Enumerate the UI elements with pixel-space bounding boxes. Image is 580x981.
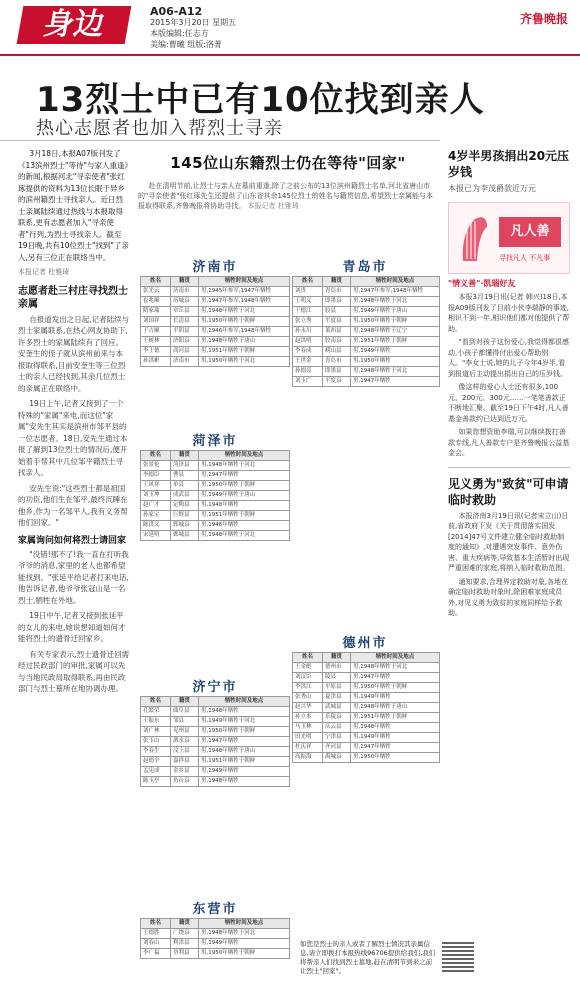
hometown: 齐河县 — [323, 743, 351, 753]
hometown: 长清县 — [171, 317, 199, 327]
table-row — [293, 347, 440, 357]
hometown: 即墨县 — [323, 297, 351, 307]
hometown: 崂山县 — [323, 347, 351, 357]
hometown: 菏泽县 — [171, 461, 199, 471]
table-row — [141, 717, 290, 727]
martyr-name: 李春生 — [141, 747, 171, 757]
martyr-name: 张玉山 — [141, 737, 171, 747]
table-row — [293, 683, 440, 693]
table-row — [141, 347, 290, 357]
table-row — [141, 521, 290, 531]
table-row — [141, 727, 290, 737]
sacrifice-info: 男,1946年参军,1948年牺牲 — [199, 327, 290, 337]
martyr-name: 隋家瑞 — [141, 307, 171, 317]
column-header: 姓名 — [293, 277, 323, 287]
section-logo: 身边 — [17, 6, 132, 44]
martyr-name: 杜庆祥 — [293, 743, 323, 753]
table-header-row — [141, 451, 290, 461]
hometown: 夏津县 — [323, 693, 351, 703]
table-row — [293, 357, 440, 367]
martyr-name: 李士德 — [141, 347, 171, 357]
sacrifice-info: 男,1947年牺牲 — [351, 673, 440, 683]
sacrifice-info: 男,1948年牺牲于河北 — [199, 307, 290, 317]
column-header: 姓名 — [293, 653, 323, 663]
table-row — [141, 297, 290, 307]
hometown: 平阴县 — [171, 327, 199, 337]
column-header: 姓名 — [141, 451, 171, 461]
center-article — [138, 152, 438, 211]
martyr-name: 王明义 — [293, 297, 323, 307]
sacrifice-info: 男,1948年牺牲于唐山 — [351, 703, 440, 713]
paragraph-3: 安先生说:"这些烈士都是祖国的功臣,他们生在邹平,最终沉睡在他乡,作为一名邹平人,我有义务帮他们回家。" — [18, 483, 128, 527]
hometown: 青岛市 — [323, 287, 351, 297]
martyr-name: 李德臣 — [141, 471, 171, 481]
table-row — [293, 673, 440, 683]
staff-credit: 美编:曹曦 组版:洛菁 — [150, 40, 222, 49]
sacrifice-info: 男,1951年牺牲于朝鲜 — [351, 337, 440, 347]
column-header: 牺牲时间及地点 — [199, 697, 290, 707]
hometown: 巨野县 — [171, 511, 199, 521]
sacrifice-info: 男,1949年牺牲于河北 — [199, 717, 290, 727]
table-row — [293, 307, 440, 317]
column-header: 牺牲时间及地点 — [199, 451, 290, 461]
promo-label: 凡人善 — [499, 217, 561, 247]
table-row — [293, 337, 440, 347]
left-article — [18, 148, 130, 699]
column-header: 牺牲时间及地点 — [199, 919, 290, 929]
martyr-name: 田光明 — [293, 733, 323, 743]
martyr-name: 王振东 — [141, 717, 171, 727]
sacrifice-info: 男,1948年牺牲 — [351, 723, 440, 733]
martyr-name: 孙立本 — [293, 713, 323, 723]
promo-banner — [448, 202, 570, 274]
hometown: 禹城县 — [323, 753, 351, 763]
hometown: 兖州县 — [171, 727, 199, 737]
table-jinan — [140, 276, 290, 367]
hometown: 济南市 — [171, 357, 199, 367]
table-row — [141, 511, 290, 521]
promo-caption: "情义善"·凯瑞好友 — [448, 279, 516, 288]
sacrifice-info: 男,1948年牺牲 — [199, 501, 290, 511]
martyr-name: 孙永川 — [293, 327, 323, 337]
table-row — [141, 481, 290, 491]
sacrifice-info: 男,1949年牺牲于唐山 — [199, 491, 290, 501]
right-text-5: 本报济南3月19日讯(记者宋立山)日前,省政府下发《关于贯彻落实国发[2014]47号文件建立健全临时救助制度的通知》,对遭遇突发事件、意外伤害、重大疾病等,导致基本生活暂时出现严重困难的家庭,将纳入临时救助范围。 — [448, 511, 570, 572]
sub-headline: 热心志愿者也加入帮烈士寻亲 — [36, 118, 283, 139]
city-title-jinan: 济南市 — [192, 260, 238, 275]
sacrifice-info: 男,1946年牺牲 — [199, 521, 290, 531]
martyr-name: 刘汉臣 — [293, 673, 323, 683]
sacrifice-info: 男,1951年牺牲于朝鲜 — [351, 713, 440, 723]
sacrifice-info: 男,1948年牺牲于唐山 — [199, 747, 290, 757]
martyr-name: 孙家宝 — [141, 511, 171, 521]
table-row — [293, 753, 440, 763]
martyr-name: 刘贵 — [293, 287, 323, 297]
hometown: 广饶县 — [171, 929, 199, 939]
table-row — [293, 693, 440, 703]
table-row — [141, 307, 290, 317]
right-headline-1: 4岁半男孩捐出20元压岁钱 — [448, 149, 570, 179]
martyr-name: 刘玉广 — [293, 377, 323, 387]
hometown: 鄄城县 — [171, 531, 199, 541]
hometown: 陵县 — [323, 673, 351, 683]
column-header: 牺牲时间及地点 — [351, 653, 440, 663]
martyr-name: 刘春山 — [141, 939, 171, 949]
table-row — [141, 317, 290, 327]
table-row — [141, 491, 290, 501]
martyr-name: 张光云 — [141, 287, 171, 297]
paragraph-2: 19日上午,记者又接到了一个特殊的"家属"来电,而这位"家属"安先生其实是滨州市邹平县的一位志愿者。18日,安先生通过本报了解到13位烈士的情况后,便开始着手帮其中几位邹平籍烈士寻找亲人。 — [18, 399, 128, 477]
martyr-name: 赵广才 — [141, 501, 171, 511]
sacrifice-info: 男,1948年牺牲于河北 — [199, 929, 290, 939]
sacrifice-info: 男,1950年牺牲于朝鲜 — [199, 481, 290, 491]
table-row — [293, 317, 440, 327]
editor-credit: 本版编辑:任志方 — [150, 29, 209, 38]
column-header: 籍贯 — [171, 451, 199, 461]
table-row — [293, 327, 440, 337]
martyr-name: 孟宪成 — [141, 767, 171, 777]
table-heze — [140, 450, 290, 541]
right-text-1: 本报3月19日讯(记者 韩兴)18日,本报A09版刊发了目前小伙李瑞静的事迹,相识不到一年,相识他们都对他提供了帮助。 — [448, 293, 570, 333]
sacrifice-info: 男,1948年牺牲于河北 — [351, 663, 440, 673]
martyr-name: 孔繁荣 — [141, 707, 171, 717]
table-row — [141, 929, 290, 939]
page-header — [0, 0, 580, 56]
sacrifice-info: 男,1948年牺牲于河北 — [199, 461, 290, 471]
table-row — [141, 531, 290, 541]
table-row — [141, 287, 290, 297]
hometown: 平度县 — [323, 317, 351, 327]
martyr-name: 李春成 — [293, 347, 323, 357]
martyr-name: 孙德亮 — [293, 367, 323, 377]
martyr-name: 张立秀 — [293, 317, 323, 327]
table-row — [141, 767, 290, 777]
sacrifice-info: 男,1950年牺牲于朝鲜 — [199, 317, 290, 327]
martyr-name: 于吉顺 — [141, 327, 171, 337]
hometown: 汶上县 — [171, 747, 199, 757]
martyr-name: 孙洪彬 — [141, 357, 171, 367]
section-heading-1: 志愿者赴三村庄寻找烈士亲属 — [18, 285, 128, 310]
martyr-name: 王德胜 — [141, 929, 171, 939]
center-intro-text: 赴在清明节前,让烈士与亲人在墓前重逢,除了之前公布的13位滨州籍烈士名单,河北省唐山市的"寻亲使者"张红琢先生还提供了山东省其余145位烈士的姓名与籍贯信息,希望烈士亲属能与本报取得联系,齐鲁晚报将协助寻找。 — [138, 182, 434, 210]
table-row — [293, 743, 440, 753]
table-row — [141, 327, 290, 337]
right-text-6: 通知要求,合理界定救助对象,各地在确定临时救助对象时,除困难家庭成员外,对见义勇为致贫的家庭同样给予救助。 — [448, 577, 568, 617]
sacrifice-info: 男,1947年牺牲 — [199, 737, 290, 747]
hometown: 莱西县 — [323, 327, 351, 337]
sacrifice-info: 男,1950年牺牲于朝鲜 — [199, 949, 290, 959]
martyr-name: 刘国祥 — [141, 317, 171, 327]
table-row — [293, 367, 440, 377]
sacrifice-info: 男,1947年牺牲 — [351, 377, 440, 387]
martyr-name: 马玉林 — [293, 723, 323, 733]
city-title-dezhou: 德州市 — [342, 636, 388, 651]
column-header: 籍贯 — [171, 697, 199, 707]
table-row — [293, 723, 440, 733]
newspaper-brand: 齐鲁晚报 — [519, 12, 568, 26]
column-header: 姓名 — [141, 697, 171, 707]
city-title-dongying: 东营市 — [192, 902, 238, 917]
article-lead: 3月18日,本报A07版刊发了《13滨州烈士"等待"与家人重逢》的新闻,根据河北"寻亲使者"张红琢提供的资料为13位长眠于异乡的滨州籍烈士寻找亲人。近日烈士亲属陆续通过热线与本报取得联系,更有志愿者加入"寻亲使者"行列,为烈士寻找亲人。截至19日晚,共有10位烈士"找到"了亲人,另有三位正在联络当中。 — [18, 149, 129, 262]
column-header: 籍贯 — [323, 653, 351, 663]
sacrifice-info: 男,1947年牺牲 — [351, 743, 440, 753]
table-row — [141, 337, 290, 347]
hometown: 平度县 — [323, 377, 351, 387]
martyr-name: 赵洪明 — [293, 337, 323, 347]
table-row — [293, 733, 440, 743]
sacrifice-info: 男,1950年牺牲于朝鲜 — [351, 683, 440, 693]
hometown: 邹县 — [171, 717, 199, 727]
sacrifice-info: 男,1949年牺牲 — [199, 767, 290, 777]
sacrifice-info: 男,1948年牺牲于辽宁 — [351, 327, 440, 337]
headline-divider — [0, 140, 440, 141]
column-header: 籍贯 — [323, 277, 351, 287]
sacrifice-info: 男,1949年牺牲于唐山 — [351, 307, 440, 317]
sacrifice-info: 男,1951年牺牲于朝鲜 — [199, 347, 290, 357]
hometown: 垦利县 — [171, 949, 199, 959]
martyr-name: 于德江 — [293, 307, 323, 317]
sacrifice-info: 男,1947年牺牲 — [199, 471, 290, 481]
sacrifice-info: 男,1950年牺牲于朝鲜 — [199, 727, 290, 737]
right-text-2: "看到对孩子这份爱心,我觉得都很感动,小孩子都懂得付出爱心帮助别人。"李女士说,她的儿子今年4岁半,看到报道后主动提出捐出自己的压岁钱。 — [448, 338, 569, 378]
table-row — [141, 777, 290, 787]
issue-date: 2015年3月20日 星期五 — [150, 18, 237, 27]
martyr-name: 刘玉坤 — [141, 491, 171, 501]
table-dezhou — [292, 652, 440, 763]
hometown: 武城县 — [323, 703, 351, 713]
sacrifice-info: 男,1950年牺牲于朝鲜 — [351, 317, 440, 327]
table-row — [293, 287, 440, 297]
martyr-name: 张景伦 — [141, 461, 171, 471]
right-headline-2: 见义勇为"致贫"可申请临时救助 — [448, 476, 569, 507]
martyr-name: 王世金 — [293, 357, 323, 367]
hometown: 历城县 — [171, 297, 199, 307]
sacrifice-info: 男,1949年牺牲 — [199, 939, 290, 949]
right-text-4: 如果您想资助李瑞,可以继续拨打善款专线,凡人善款专户是齐鲁晚报公益基金会。 — [448, 428, 570, 457]
hometown: 德州市 — [323, 663, 351, 673]
table-row — [141, 939, 290, 949]
center-intro — [138, 181, 438, 211]
martyr-name: 王金彪 — [293, 663, 323, 673]
column-header: 姓名 — [141, 919, 171, 929]
table-jining — [140, 696, 290, 787]
hometown: 宁津县 — [323, 733, 351, 743]
hometown: 平原县 — [323, 683, 351, 693]
table-qingdao — [292, 276, 440, 387]
hometown: 单县 — [171, 481, 199, 491]
sacrifice-info: 男,1948年牺牲于河北 — [351, 367, 440, 377]
column-header: 姓名 — [141, 277, 171, 287]
hometown: 定陶县 — [171, 501, 199, 511]
hometown: 嘉祥县 — [171, 757, 199, 767]
sacrifice-info: 男,1947年参军,1948年牺牲 — [199, 297, 290, 307]
sacrifice-info: 男,1951年牺牲于朝鲜 — [199, 757, 290, 767]
martyr-name: 高振海 — [293, 753, 323, 763]
table-dongying — [140, 918, 290, 959]
sacrifice-info: 男,1950年牺牲 — [351, 753, 440, 763]
martyr-name: 宋延明 — [141, 531, 171, 541]
paragraph-4: "没错!那不了!我一直在打听我爷爷的消息,家里的老人也都希望能找到。"张延平给记者打来电话,他告诉记者,他爷爷张冠山是一名烈士,牺牲在外地。 — [18, 549, 129, 605]
main-headline: 13烈士中已有10位找到亲人 — [36, 80, 485, 120]
table-row — [141, 747, 290, 757]
martyr-name: 李广福 — [141, 949, 171, 959]
table-row — [141, 461, 290, 471]
sacrifice-info: 男,1948年牺牲于河北 — [199, 531, 290, 541]
column-header: 籍贯 — [171, 919, 199, 929]
harp-icon — [457, 213, 493, 265]
table-row — [141, 737, 290, 747]
martyr-name: 王风祥 — [141, 481, 171, 491]
hometown: 鱼台县 — [171, 777, 199, 787]
martyr-name: 赵德全 — [141, 757, 171, 767]
contact-notice: 如您是烈士的亲人或者了解烈士情况其亲属信息,请立即拨打本报热线96706提供给我们,我们将帮亲人们找到烈士墓地,赶在清明节到来之前让烈士"回家"。 — [300, 940, 436, 975]
hometown: 济南市 — [171, 287, 199, 297]
qr-code — [442, 940, 474, 972]
sacrifice-info: 男,1948年牺牲 — [199, 707, 290, 717]
page-range: A06-A12 — [150, 5, 203, 18]
sacrifice-info: 男,1948年牺牲 — [199, 777, 290, 787]
column-header: 牺牲时间及地点 — [199, 277, 290, 287]
hometown: 济阳县 — [171, 337, 199, 347]
martyr-name: 陈玉亭 — [141, 777, 171, 787]
hometown: 庆云县 — [323, 723, 351, 733]
sacrifice-info: 男,1947年参军,1948年牺牲 — [351, 287, 440, 297]
column-header: 籍贯 — [171, 277, 199, 287]
table-row — [293, 663, 440, 673]
table-row — [293, 377, 440, 387]
martyr-name: 赵兴华 — [293, 703, 323, 713]
martyr-name: 崔兆顺 — [141, 297, 171, 307]
article-byline: 本报记者 杜雅琦 — [18, 268, 70, 276]
header-meta — [150, 6, 236, 50]
paragraph-5: 19日中午,记者又接到张延平的女儿的来电,她说想知道如何才能将烈士的遗骨迁回家乡。 — [18, 611, 126, 643]
promo-slogan: 寻找凡人 不凡事 — [499, 254, 551, 262]
hometown: 金乡县 — [171, 767, 199, 777]
city-title-qingdao: 青岛市 — [342, 260, 388, 275]
table-header-row — [293, 653, 440, 663]
hometown: 郓城县 — [171, 521, 199, 531]
table-row — [293, 703, 440, 713]
hometown: 利津县 — [171, 939, 199, 949]
sacrifice-info: 男,1948年牺牲于唐山 — [199, 337, 290, 347]
table-row — [141, 757, 290, 767]
right-text-3: 像这样的爱心人士还有很多,100元、200元、300元……一笔笔善款正不断地汇聚。截至19日下午4时,凡人善基金善款约已达到近万元。 — [448, 383, 569, 423]
table-header-row — [141, 919, 290, 929]
hometown: 乐陵县 — [323, 713, 351, 723]
martyr-name: 李洪江 — [293, 683, 323, 693]
table-header-row — [141, 697, 290, 707]
hometown: 曹县 — [171, 471, 199, 481]
table-row — [141, 707, 290, 717]
paragraph-6: 有关专家表示,烈士遗骨迁回需经过民政部门的审批,家属可以先与当地民政局取得联系,再由民政部门与烈士墓所在地协调办理。 — [18, 649, 130, 693]
hometown: 泗水县 — [171, 737, 199, 747]
sacrifice-info: 男,1945年参军,1947年牺牲 — [199, 287, 290, 297]
hometown: 即墨县 — [323, 367, 351, 377]
hometown: 成武县 — [171, 491, 199, 501]
sacrifice-info: 男,1948年牺牲于河北 — [351, 297, 440, 307]
city-title-heze: 菏泽市 — [192, 434, 238, 449]
city-title-jining: 济宁市 — [192, 680, 238, 695]
sacrifice-info: 男,1951年牺牲于朝鲜 — [199, 511, 290, 521]
center-title: 145位山东籍烈士仍在等待"回家" — [170, 154, 406, 172]
hometown: 曲阜县 — [171, 707, 199, 717]
column-header: 牺牲时间及地点 — [351, 277, 440, 287]
sacrifice-info: 男,1949年牺牲 — [351, 733, 440, 743]
right-subheadline-1: 本报已为李茂爵款近万元 — [448, 184, 536, 193]
martyr-name: 陈洪义 — [141, 521, 171, 531]
martyr-name: 王树林 — [141, 337, 171, 347]
sacrifice-info: 男,1950年牺牲于河北 — [199, 357, 290, 367]
martyr-name: 刘广林 — [141, 727, 171, 737]
table-row — [293, 297, 440, 307]
table-row — [293, 713, 440, 723]
sacrifice-info: 男,1950年牺牲 — [351, 357, 440, 367]
table-row — [141, 949, 290, 959]
table-header-row — [293, 277, 440, 287]
right-divider — [448, 467, 570, 468]
hometown: 胶南县 — [323, 337, 351, 347]
hometown: 章丘县 — [171, 307, 199, 317]
sacrifice-info: 男,1949年牺牲 — [351, 347, 440, 357]
paragraph-1: 自报道发出之日起,记者陆续与烈士家属联系,在热心网友协助下,许多烈士的家属陆续有了回应。安奎生的侄子就从滨州前来与本报取得联系,目前安奎生等三位烈士的亲人已经找到,其余几位烈士的亲属正在联络中。 — [18, 314, 130, 393]
center-byline: 本报记者 杜雅琦 — [247, 202, 299, 210]
hometown: 胶县 — [323, 307, 351, 317]
table-header-row — [141, 277, 290, 287]
table-row — [141, 471, 290, 481]
martyr-name: 张秀山 — [293, 693, 323, 703]
section-heading-2: 家属询问如何将烈士请回家 — [18, 535, 127, 546]
table-row — [141, 357, 290, 367]
table-row — [141, 501, 290, 511]
hometown: 青岛市 — [323, 357, 351, 367]
sacrifice-info: 男,1949年牺牲 — [351, 693, 440, 703]
hometown: 商河县 — [171, 347, 199, 357]
right-column — [448, 148, 570, 619]
